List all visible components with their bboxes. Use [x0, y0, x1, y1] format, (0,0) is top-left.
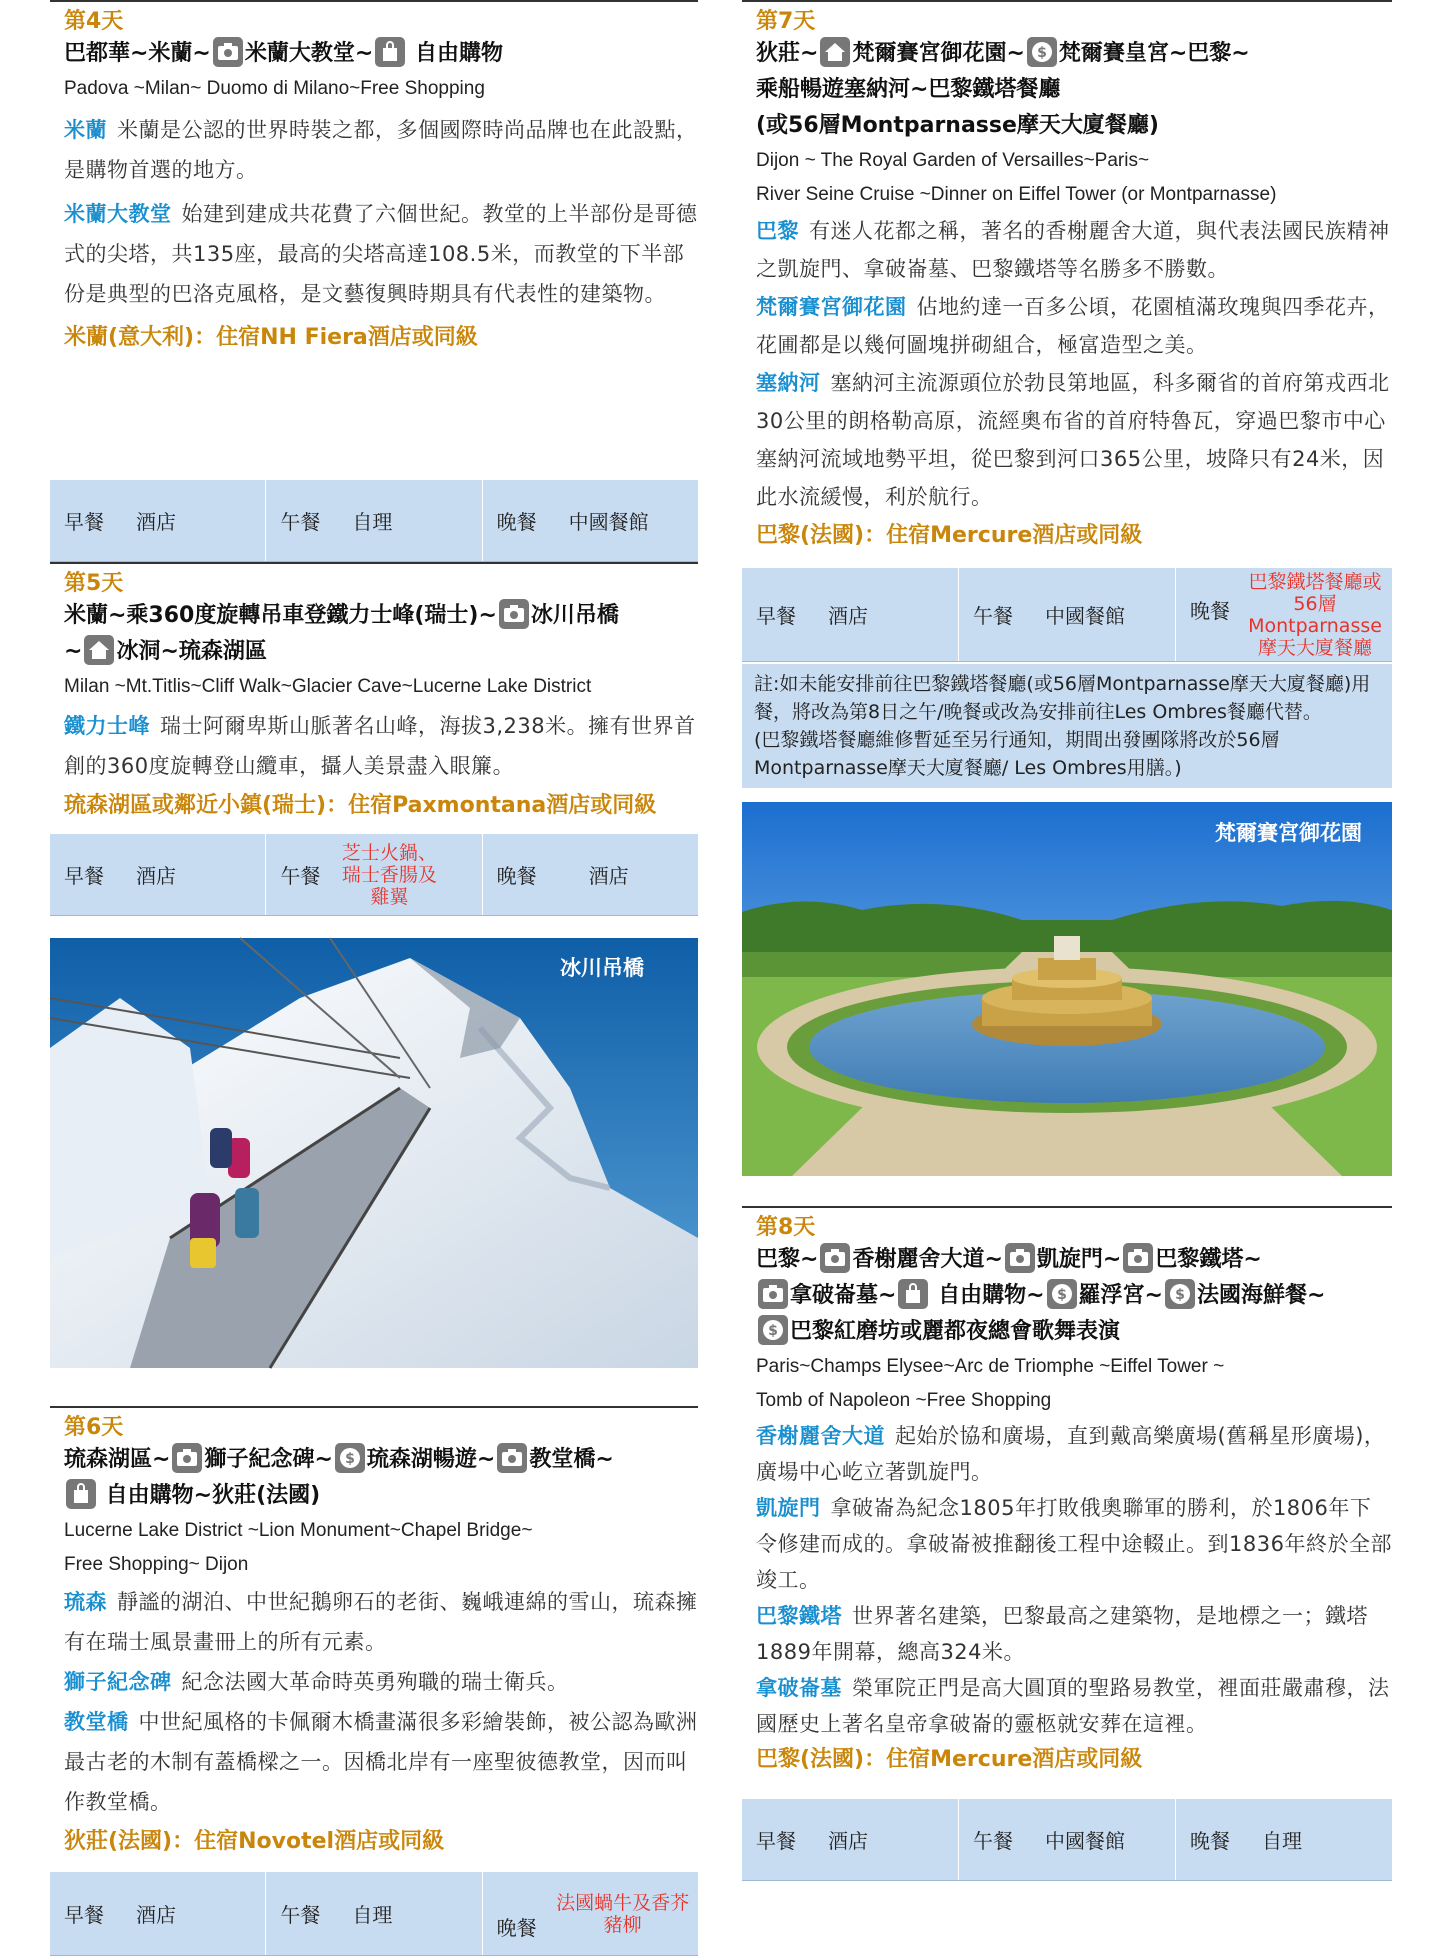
- route-text: 狄莊~: [756, 41, 819, 66]
- meal-breakfast: [742, 568, 959, 661]
- term: 梵爾賽宮御花園: [756, 295, 907, 319]
- meal-value: 中國餐館: [1045, 604, 1125, 628]
- day8-route: [756, 1242, 1392, 1350]
- versailles-garden-photo: [742, 802, 1392, 1176]
- photo-caption: 梵爾賽宮御花園: [1215, 821, 1362, 845]
- route-text: 冰洞~琉森湖區: [116, 639, 267, 664]
- shopping-bag-icon: [898, 1279, 928, 1309]
- term: 獅子紀念碑: [64, 1670, 172, 1694]
- note-line: 註:如未能安排前往巴黎鐵塔餐廳(或56層Montparnasse摩天大廈餐廳)用餐，將改為第8日之午/晚餐或改為安排前往Les Ombres餐廳代替。: [754, 673, 1371, 723]
- route-text: 自由購物~狄莊(法國): [98, 1483, 321, 1508]
- para-text: 起始於協和廣場，直到戴高樂廣場(舊稱星形廣場)， 廣場中心屹立著凱旋門。: [756, 1424, 1386, 1484]
- meal-value: 法國蝸牛及香芥豬柳: [556, 1891, 690, 1936]
- meal-value: 酒店: [136, 510, 176, 534]
- day6-en2: Free Shopping~ Dijon: [64, 1554, 249, 1575]
- dollar-icon: [758, 1315, 788, 1345]
- route-text: 乘船暢遊塞納河~巴黎鐵塔餐廳: [756, 77, 1061, 102]
- route-text: 冰川吊橋: [530, 603, 619, 628]
- day7-meals: [742, 568, 1392, 662]
- meal-value: 酒店: [828, 604, 868, 628]
- term: 巴黎: [756, 219, 799, 243]
- term: 鐵力士峰: [64, 714, 150, 738]
- meal-breakfast: [50, 834, 266, 915]
- meal-label: 晚餐: [1190, 599, 1230, 623]
- route-text: 琉森湖區~: [64, 1447, 171, 1472]
- meal-value: 酒店: [588, 864, 629, 888]
- meal-label: 早餐: [64, 510, 104, 534]
- day6-para2: [64, 1662, 698, 1702]
- day5-section: [50, 562, 698, 834]
- route-text: 羅浮宮~: [1078, 1283, 1163, 1308]
- day7-route: [756, 36, 1392, 144]
- para-text: 米蘭是公認的世界時裝之都，多個國際時尚品牌也在此設點，是購物首選的地方。: [64, 118, 698, 182]
- route-text: (或56層Montparnasse摩天大廈餐廳): [756, 113, 1159, 138]
- route-text: 香榭麗舍大道~: [852, 1247, 1003, 1272]
- route-text: 梵爾賽宮御花園~: [852, 41, 1025, 66]
- day8-en1: Paris~Champs Elysee~Arc de Triomphe ~Eiffel Tower ~: [756, 1356, 1225, 1377]
- meal-label: 午餐: [280, 864, 321, 888]
- camera-icon: [213, 37, 243, 67]
- day5-en: Milan ~Mt.Titlis~Cliff Walk~Glacier Cave~Lucerne Lake District: [64, 676, 592, 697]
- meal-label: 午餐: [280, 1903, 321, 1927]
- day6-para3: [64, 1702, 698, 1822]
- shopping-bag-icon: [66, 1479, 96, 1509]
- term: 拿破崙墓: [756, 1676, 842, 1700]
- meal-breakfast: [50, 1872, 266, 1955]
- meal-value: 中國餐館: [568, 510, 649, 534]
- photo-caption: 冰川吊橋: [560, 956, 644, 980]
- svg-text:$: $: [345, 1451, 355, 1467]
- term: 塞納河: [756, 371, 821, 395]
- meal-lunch: [266, 480, 482, 561]
- para-text: 榮軍院正門是高大圓頂的聖路易教堂，裡面莊嚴肅穆，法國歷史上著名皇帝拿破崙的靈柩就安葬在這裡。: [756, 1676, 1390, 1736]
- day7-para2: [756, 288, 1392, 364]
- day7-en1: Dijon ~ The Royal Garden of Versailles~Paris~: [756, 150, 1150, 171]
- camera-icon: [499, 599, 529, 629]
- meal-label: 午餐: [973, 1829, 1013, 1853]
- route-text: 凱旋門~: [1036, 1247, 1122, 1272]
- meal-value: 芝士火鍋、瑞士香腸及雞翼: [341, 841, 437, 908]
- day7-hotel: 巴黎(法國)：住宿Mercure酒店或同級: [756, 523, 1143, 548]
- shopping-bag-icon: [375, 37, 405, 67]
- day6-route: [64, 1442, 698, 1514]
- day5-route: [64, 598, 698, 670]
- day4-hotel: 米蘭(意大利)：住宿NH Fiera酒店或同級: [64, 325, 478, 350]
- camera-icon: [172, 1443, 202, 1473]
- term: 教堂橋: [64, 1710, 129, 1734]
- day7-para3: [756, 364, 1392, 516]
- meal-label: 午餐: [280, 510, 321, 534]
- meal-dinner: [483, 480, 698, 561]
- day6-para1: [64, 1582, 698, 1662]
- route-text: 自由購物: [407, 41, 503, 66]
- meal-value: 自理: [1262, 1829, 1302, 1853]
- meal-dinner: [1176, 1799, 1392, 1880]
- route-text: 米蘭大教堂~: [244, 41, 374, 66]
- meal-label: 晚餐: [1190, 1829, 1230, 1853]
- day5-hotel: 琉森湖區或鄰近小鎮(瑞士)：住宿Paxmontana酒店或同級: [64, 793, 657, 818]
- term: 香榭麗舍大道: [756, 1424, 885, 1448]
- para-text: 世界著名建築，巴黎最高之建築物，是地標之一；鐵塔1889年開幕，總高324米。: [756, 1604, 1368, 1664]
- meal-label: 早餐: [756, 1829, 796, 1853]
- dollar-icon: [1027, 37, 1057, 67]
- day8-para4: [756, 1670, 1392, 1742]
- para-text: 始建到建成共花費了六個世紀。教堂的上半部份是哥德式的尖塔，共135座，最高的尖塔高達108.5米，而教堂的下半部份是典型的巴洛克風格，是文藝復興時期具有代表性的建築物。: [64, 202, 698, 306]
- day8-section: [742, 1206, 1392, 1797]
- day4-para1: [64, 110, 698, 190]
- day7-para1: [756, 212, 1392, 288]
- day4-section: [50, 0, 698, 480]
- meal-lunch: [959, 568, 1176, 661]
- meal-dinner: [1176, 568, 1392, 661]
- meal-lunch: [959, 1799, 1176, 1880]
- day6-meals: [50, 1872, 698, 1956]
- meal-label: 晚餐: [496, 1916, 537, 1940]
- term: 琉森: [64, 1590, 107, 1614]
- meal-lunch: [266, 1872, 482, 1955]
- camera-icon: [1123, 1243, 1153, 1273]
- route-text: 自由購物~: [930, 1283, 1045, 1308]
- meal-value: 酒店: [136, 1903, 176, 1927]
- dollar-icon: [1165, 1279, 1195, 1309]
- term: 米蘭大教堂: [64, 202, 172, 226]
- route-text: 巴黎紅磨坊或麗都夜總會歌舞表演: [790, 1319, 1121, 1344]
- day5-title: 第5天: [64, 571, 124, 596]
- meal-value: 中國餐館: [1045, 1829, 1125, 1853]
- svg-text:$: $: [1175, 1287, 1185, 1303]
- day5-para1: [64, 706, 698, 786]
- camera-icon: [820, 1243, 850, 1273]
- meal-label: 早餐: [64, 864, 104, 888]
- day7-en2: River Seine Cruise ~Dinner on Eiffel Tower (or Montparnasse): [756, 184, 1277, 205]
- para-text: 拿破崙為紀念1805年打敗俄奧聯軍的勝利，於1806年下令修建而成的。拿破崙被推翻後工程中途輟止。到1836年終於全部竣工。: [756, 1496, 1392, 1592]
- para-text: 有迷人花都之稱，著名的香榭麗舍大道，與代表法國民族精神之凱旋門、拿破崙墓、巴黎鐵塔等名勝多不勝數。: [756, 219, 1390, 281]
- day6-title: 第6天: [64, 1415, 124, 1440]
- day4-en: Padova ~Milan~ Duomo di Milano~Free Shopping: [64, 78, 485, 99]
- meal-value: 自理: [352, 1903, 393, 1927]
- meal-dinner: [483, 834, 698, 915]
- para-text: 瑞士阿爾卑斯山脈著名山峰，海拔3,238米。擁有世界首創的360度旋轉登山纜車，攝人美景盡入眼簾。: [64, 714, 696, 778]
- day4-route: [64, 36, 698, 72]
- day7-note: [742, 662, 1392, 788]
- route-text: ~: [64, 639, 83, 664]
- day6-hotel: 狄莊(法國)：住宿Novotel酒店或同級: [64, 1829, 445, 1854]
- versailles-garden-illustration: [742, 802, 1392, 1176]
- home-icon: [820, 37, 850, 67]
- term: 米蘭: [64, 118, 107, 142]
- route-text: 拿破崙墓~: [790, 1283, 897, 1308]
- meal-value: 酒店: [136, 864, 176, 888]
- day8-en2: Tomb of Napoleon ~Free Shopping: [756, 1390, 1052, 1411]
- meal-value: 巴黎鐵塔餐廳或56層Montparnasse摩天大廈餐廳: [1248, 570, 1382, 659]
- meal-label: 早餐: [64, 1903, 104, 1927]
- meal-breakfast: [742, 1799, 959, 1880]
- camera-icon: [1005, 1243, 1035, 1273]
- svg-text:$: $: [1056, 1287, 1067, 1303]
- para-text: 佔地約達一百多公頃，花園植滿玫瑰與四季花卉，花圃都是以幾何圖塊拼砌組合，極富造型之美。: [756, 295, 1390, 357]
- term: 巴黎鐵塔: [756, 1604, 842, 1628]
- route-text: 獅子紀念碑~: [204, 1447, 333, 1472]
- route-text: 米蘭~乘360度旋轉吊車登鐵力士峰(瑞士)~: [64, 603, 497, 628]
- day4-title: 第4天: [64, 9, 124, 34]
- day5-meals: [50, 834, 698, 916]
- day7-section: [742, 0, 1392, 568]
- route-text: 琉森湖暢遊~: [366, 1447, 496, 1472]
- meal-label: 早餐: [756, 604, 796, 628]
- para-text: 塞納河主流源頭位於勃艮第地區，科多爾省的首府第戎西北30公里的朗格勒高原，流經奧布省的首府特魯瓦，穿過巴黎市中心塞納河流域地勢平坦，從巴黎到河口365公里，坡降只有24米，因此水流緩慢，利於航行。: [756, 371, 1390, 509]
- meal-label: 晚餐: [496, 510, 537, 534]
- route-text: 巴黎~: [756, 1247, 819, 1272]
- dollar-icon: [1047, 1279, 1077, 1309]
- route-text: 巴黎鐵塔~: [1155, 1247, 1262, 1272]
- meal-value: 自理: [352, 510, 393, 534]
- day8-title: 第8天: [756, 1215, 816, 1240]
- term: 凱旋門: [756, 1496, 821, 1520]
- svg-text:$: $: [1037, 45, 1047, 61]
- day4-meals: [50, 480, 698, 562]
- day8-para3: [756, 1598, 1392, 1670]
- meal-label: 晚餐: [496, 864, 537, 888]
- meal-label: 午餐: [973, 604, 1013, 628]
- day4-para2: [64, 194, 698, 314]
- day6-en1: Lucerne Lake District ~Lion Monument~Chapel Bridge~: [64, 1520, 533, 1541]
- para-text: 紀念法國大革命時英勇殉職的瑞士衛兵。: [181, 1670, 569, 1694]
- camera-icon: [497, 1443, 527, 1473]
- meal-value: 酒店: [828, 1829, 868, 1853]
- svg-text:$: $: [768, 1323, 778, 1339]
- glacier-bridge-photo: [50, 938, 698, 1368]
- day7-title: 第7天: [756, 9, 816, 34]
- day6-section: [50, 1406, 698, 1872]
- meal-lunch: [266, 834, 482, 915]
- route-text: 教堂橋~: [529, 1447, 614, 1472]
- para-text: 靜謐的湖泊、中世紀鵝卵石的老街、巍峨連綿的雪山，琉森擁有在瑞士風景畫冊上的所有元素。: [64, 1590, 698, 1654]
- day8-para2: [756, 1490, 1392, 1598]
- note-line: (巴黎鐵塔餐廳維修暫延至另行通知，期間出發團隊將改於56層Montparnasse摩天大廈餐廳/ Les Ombres用膳。): [754, 729, 1280, 779]
- meal-dinner: [483, 1872, 698, 1955]
- day8-para1: [756, 1418, 1392, 1490]
- meal-breakfast: [50, 480, 266, 561]
- route-text: 法國海鮮餐~: [1196, 1283, 1326, 1308]
- camera-icon: [758, 1279, 788, 1309]
- day8-meals: [742, 1799, 1392, 1881]
- route-text: 巴都華~米蘭~: [64, 41, 211, 66]
- route-text: 梵爾賽皇宮~巴黎~: [1058, 41, 1250, 66]
- para-text: 中世紀風格的卡佩爾木橋畫滿很多彩繪裝飾，被公認為歐洲最古老的木制有蓋橋樑之一。因橋北岸有一座聖彼德教堂，因而叫作教堂橋。: [64, 1710, 698, 1814]
- day8-hotel: 巴黎(法國)：住宿Mercure酒店或同級: [756, 1747, 1143, 1772]
- home-icon: [84, 635, 114, 665]
- dollar-icon: [335, 1443, 365, 1473]
- glacier-bridge-illustration: [50, 938, 698, 1368]
